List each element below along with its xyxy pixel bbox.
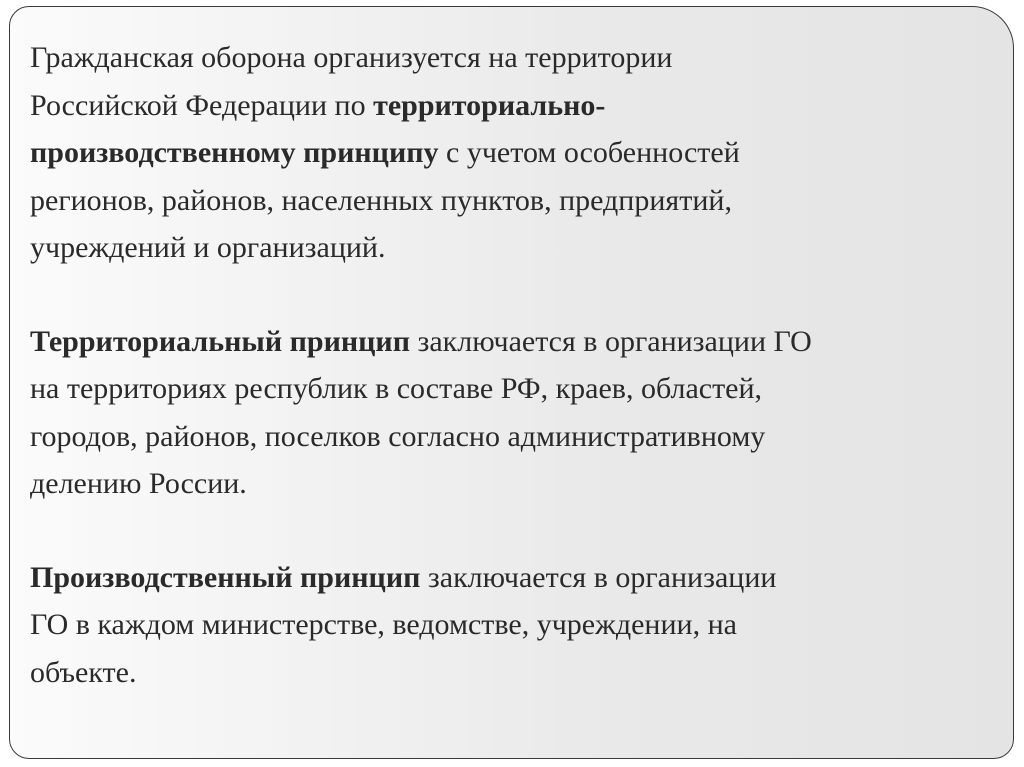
- text-line: регионов, районов, населенных пунктов, предприятий,: [30, 183, 732, 217]
- paragraph-production-principle: [30, 554, 990, 697]
- text-line: учреждений и организаций.: [30, 231, 386, 264]
- slide-body: [30, 34, 990, 696]
- paragraph-civil-defense-organization: [30, 34, 990, 272]
- bold-term: производственному принципу: [30, 136, 439, 169]
- text-line: Производственный принцип заключается в организации: [30, 560, 777, 594]
- bold-term: Территориальный принцип: [30, 324, 410, 358]
- text-line: производственному принципу с учетом особенностей: [30, 136, 740, 169]
- text-line: городов, районов, поселков согласно административному: [30, 419, 766, 453]
- text-line: объекте.: [30, 655, 137, 689]
- text-line: Территориальный принцип заключается в организации ГО: [30, 324, 812, 358]
- text-line: на территориях республик в составе РФ, краев, областей,: [30, 372, 763, 405]
- text-line: Российской Федерации по территориально-: [30, 88, 606, 122]
- bold-term: Производственный принцип: [30, 560, 421, 594]
- text-line: Гражданская оборона организуется на территории: [30, 41, 673, 74]
- paragraph-territorial-principle: [30, 318, 990, 508]
- bold-term: территориально-: [373, 88, 606, 122]
- text-line: ГО в каждом министерстве, ведомстве, учреждении, на: [30, 608, 737, 641]
- text-line: делению России.: [30, 467, 247, 500]
